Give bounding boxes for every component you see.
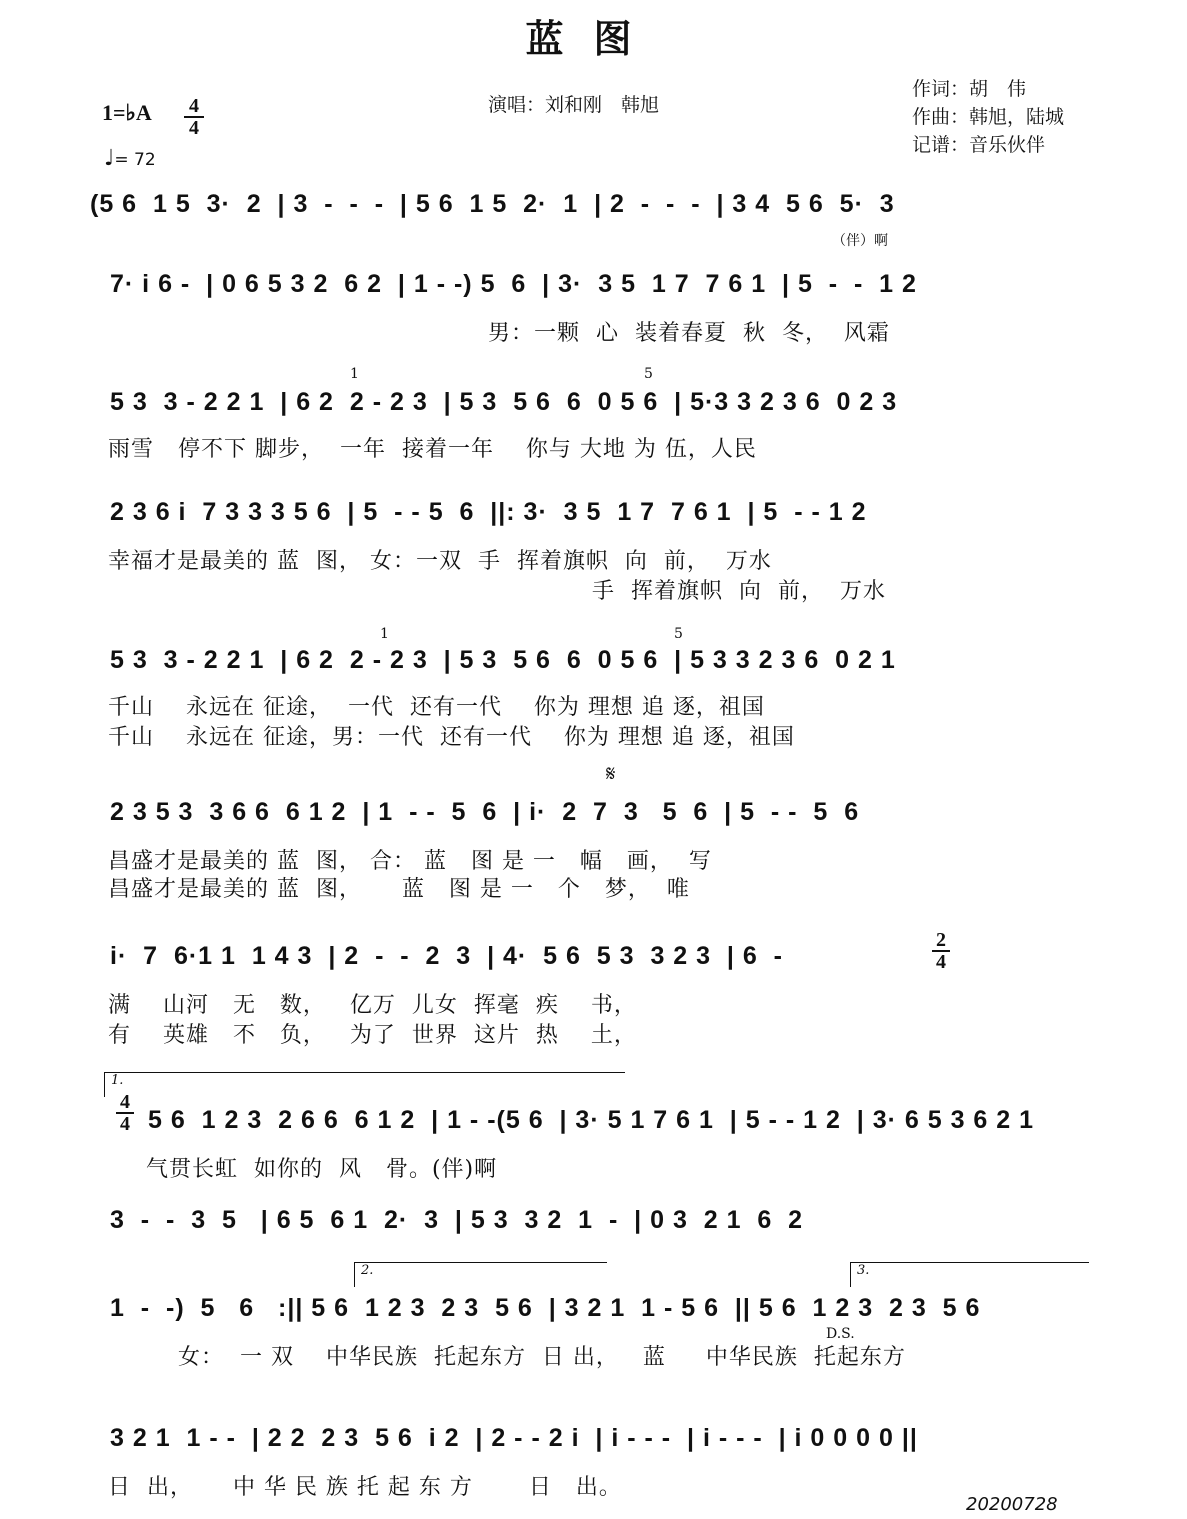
lyrics-row-3-verse-1: 雨雪 停不下 脚步， 一年 接着一年 你与 大地 为 伍，人民 — [108, 437, 757, 462]
lyrics-row-6-verse-1: 昌盛才是最美的 蓝 图， 合： 蓝 图 是 一 幅 画， 写 — [108, 849, 712, 874]
music-row-5: 5 3 3 - 2 2 1 | 6 2 2 - 2 3 | 5 3 5 6 6 0 5 6 | 5 3 3 2 3 6 0 2 1 — [110, 646, 896, 674]
grace-note-5b: 5 — [674, 626, 683, 642]
volta-1-label: 1. — [111, 1073, 124, 1088]
lyrics-row-7-verse-2: 有 英雄 不 负， 为了 世界 这片 热 土， — [108, 1023, 637, 1048]
song-title: 蓝图 — [525, 16, 662, 61]
time-signature-2-4 — [932, 930, 950, 972]
music-row-4: 2 3 6 i 7 3 3 3 5 6 | 5 - - 5 6 ||: 3· 3 5 1 7 7 6 1 | 5 - - 1 2 — [110, 498, 867, 526]
lyrics-row-8-verse-1: 气贯长虹 如你的 风 骨。(伴)啊 — [146, 1157, 498, 1182]
transcriber-credit: 记谱：音乐伙伴 — [912, 134, 1046, 156]
grace-note-1: 1 — [350, 366, 359, 382]
lyrics-row-4-verse-1: 幸福才是最美的 蓝 图， 女：一双 手 挥着旗帜 向 前， 万水 — [108, 549, 772, 574]
time3-top: 4 — [120, 1091, 130, 1113]
tempo-value: = 72 — [114, 150, 156, 170]
music-row-9: 3 - - 3 5 | 6 5 6 1 2· 3 | 5 3 3 2 1 - | 0 3 2 1 6 2 — [110, 1206, 804, 1234]
segno-icon: 𝄋 — [606, 762, 616, 787]
lyrics-row-6-verse-2: 昌盛才是最美的 蓝 图， 蓝 图 是 一 个 梦， 唯 — [108, 877, 690, 902]
volta-2-bracket — [354, 1262, 607, 1287]
time-bottom: 4 — [184, 116, 204, 138]
lyricist-credit: 作词：胡 伟 — [912, 78, 1027, 100]
grace-note-5: 5 — [644, 366, 653, 382]
lyrics-row-11-verse-1: 日 出， 中 华 民 族 托 起 东 方 日 出。 — [108, 1475, 622, 1500]
music-row-6: 2 3 5 3 3 6 6 6 1 2 | 1 - - 5 6 | i· 2 7 3 5 6 | 5 - - 5 6 — [110, 798, 860, 826]
music-row-7: i· 7 6·1 1 1 4 3 | 2 - - 2 3 | 4· 5 6 5 3 3 2 3 | 6 - — [110, 942, 783, 970]
music-row-2: 7· i 6 - | 0 6 5 3 2 6 2 | 1 - -) 5 6 | 3· 3 5 1 7 7 6 1 | 5 - - 1 2 — [110, 270, 917, 298]
music-row-1: (5 6 1 5 3· 2 | 3 - - - | 5 6 1 5 2· 1 | 2 - - - | 3 4 5 6 5· 3 — [90, 190, 895, 218]
time-top: 4 — [189, 95, 199, 117]
lyrics-row-5-verse-1: 千山 永远在 征途， 一代 还有一代 你为 理想 追 逐，祖国 — [108, 695, 765, 720]
time2-bottom: 4 — [932, 950, 950, 972]
music-row-3: 5 3 3 - 2 2 1 | 6 2 2 - 2 3 | 5 3 5 6 6 0 5 6 | 5·3 3 2 3 6 0 2 3 — [110, 388, 898, 416]
volta-3-bracket — [850, 1262, 1089, 1287]
tempo-mark — [104, 146, 156, 171]
lyrics-row-7-verse-1: 满 山河 无 数， 亿万 儿女 挥毫 疾 书， — [108, 993, 637, 1018]
ds-mark: D.S. — [826, 1326, 855, 1342]
lyrics-row-2-verse-1: 男：一颗 心 装着春夏 秋 冬， 风霜 — [488, 321, 890, 346]
key-signature: 1=♭A — [102, 100, 152, 125]
music-row-8: 5 6 1 2 3 2 6 6 6 1 2 | 1 - -(5 6 | 3· 5 1 7 6 1 | 5 - - 1 2 | 3· 6 5 3 6 2 1 — [148, 1106, 1035, 1134]
music-row-11: 3 2 1 1 - - | 2 2 2 3 5 6 i 2 | 2 - - 2 i | i - - - | i - - - | i 0 0 0 0 || — [110, 1424, 918, 1452]
quarter-note-icon: ♩ — [104, 146, 115, 171]
lyrics-row-10-verse-1: 女： 一 双 中华民族 托起东方 日 出， 蓝 中华民族 托起东方 — [178, 1345, 906, 1370]
grace-note-1b: 1 — [380, 626, 389, 642]
accompany-annotation: （伴）啊 — [832, 233, 888, 249]
music-row-10: 1 - -) 5 6 :|| 5 6 1 2 3 2 3 5 6 | 3 2 1 1 - 5 6 || 5 6 1 2 3 2 3 5 6 — [110, 1294, 981, 1322]
time3-bottom: 4 — [116, 1112, 134, 1134]
singer-credit: 演唱：刘和刚 韩旭 — [488, 94, 660, 116]
volta-1-bracket — [104, 1072, 625, 1097]
time-signature — [184, 96, 204, 138]
lyrics-row-5-verse-2: 千山 永远在 征途，男：一代 还有一代 你为 理想 追 逐，祖国 — [108, 725, 795, 750]
volta-3-label: 3. — [857, 1263, 870, 1278]
transcription-date: 20200728 — [966, 1494, 1058, 1515]
volta-2-label: 2. — [361, 1263, 374, 1278]
lyrics-row-4-verse-2: 手 挥着旗帜 向 前， 万水 — [592, 579, 886, 604]
time2-top: 2 — [936, 929, 946, 951]
time-signature-4-4 — [116, 1092, 134, 1134]
composer-credit: 作曲：韩旭，陆城 — [912, 106, 1065, 128]
